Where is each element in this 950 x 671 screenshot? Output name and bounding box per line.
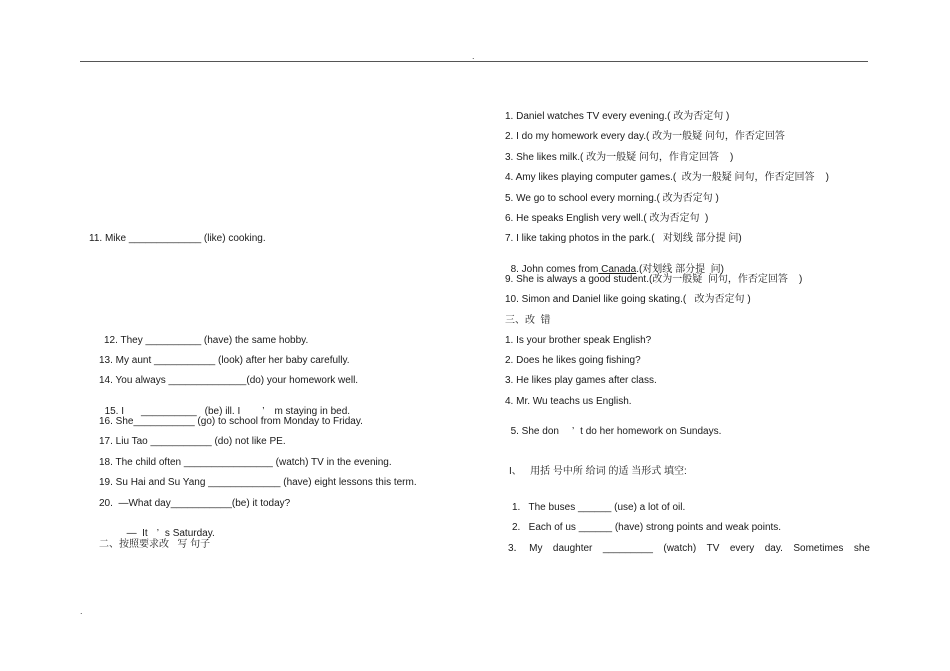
- correction-1: 1. Is your brother speak English?: [505, 335, 652, 346]
- header-rule: [80, 61, 868, 62]
- correction-5-part-a: 5. She don: [510, 426, 559, 437]
- rewrite-10: 10. Simon and Daniel like going skating.( 改为否定句 ): [505, 294, 751, 305]
- rewrite-4: 4. Amy likes playing computer games.( 改为一般疑 问句，作否定回答 ): [505, 172, 829, 183]
- fill-blank-3-word: 3． My: [508, 543, 543, 554]
- exercise-15-part-d: m staying in bed.: [274, 406, 351, 417]
- rewrite-8-suffix: .(对划线 部分提 问): [636, 264, 724, 275]
- exercise-15-apostrophe: ’: [262, 406, 265, 417]
- fill-blank-3-word: she: [853, 543, 870, 554]
- rewrite-3: 3. She likes milk.( 改为一般疑 问句，作肯定回答 ): [505, 152, 734, 163]
- exercise-20-answer-b: s Saturday.: [164, 528, 215, 539]
- correction-2: 2. Does he likes going fishing?: [505, 355, 641, 366]
- rewrite-2: 2. I do my homework every day.( 改为一般疑 问句，作否定回答: [505, 131, 785, 142]
- fill-blank-3-word: Sometimes: [793, 543, 844, 554]
- exercise-20-question: 20. —What day___________(be) it today?: [99, 498, 291, 509]
- footer-mark: .: [80, 606, 83, 616]
- fill-blank-3-word: TV: [706, 543, 720, 554]
- exercise-20-answer: [121, 519, 215, 539]
- header-mark: .: [472, 51, 475, 61]
- fill-blank-3-word: every: [729, 543, 755, 554]
- exercise-13: 13. My aunt ___________ (look) after her baby carefully.: [99, 355, 350, 366]
- exercise-20-answer-a: — It: [126, 528, 148, 539]
- rewrite-5: 5. We go to school every morning.( 改为否定句 ): [505, 193, 719, 204]
- fill-blank-3: [508, 544, 870, 554]
- rewrite-9: 9. She is always a good student.(改为一般疑 问句，作否定回答 ): [505, 274, 803, 285]
- exercise-15-blank: __________: [141, 406, 197, 417]
- exercise-15-part-a: 15. I: [104, 406, 125, 417]
- exercise-17: 17. Liu Tao ___________ (do) not like PE.: [99, 436, 286, 447]
- fill-blank-3-word: _________: [602, 543, 653, 554]
- exercise-15-part-b: (be) ill. I: [204, 406, 241, 417]
- fill-blank-1: 1. The buses ______ (use) a lot of oil.: [512, 502, 686, 513]
- fill-blank-3-word: (watch): [663, 543, 697, 554]
- correction-3: 3. He likes play games after class.: [505, 375, 657, 386]
- rewrite-8: [505, 255, 724, 275]
- fill-blank-3-word: daughter: [552, 543, 593, 554]
- section-2-title: 二、按照要求改 写 句子: [99, 539, 211, 550]
- exercise-16: 16. She___________ (go) to school from Monday to Friday.: [99, 416, 363, 427]
- correction-4: 4. Mr. Wu teachs us English.: [505, 396, 632, 407]
- fill-blank-3-word: day.: [764, 543, 783, 554]
- exercise-18: 18. The child often ________________ (watch) TV in the evening.: [99, 457, 392, 468]
- rewrite-6: 6. He speaks English very well.( 改为否定句 ): [505, 213, 709, 224]
- rewrite-7: 7. I like taking photos in the park.( 对划线 部分提 问): [505, 233, 742, 244]
- rewrite-1: 1. Daniel watches TV every evening.( 改为否定句 ): [505, 111, 730, 122]
- exercise-11: 11. Mike _____________ (like) cooking.: [89, 233, 266, 244]
- rewrite-8-prefix: 8. John comes from: [510, 264, 599, 275]
- correction-5-apostrophe: ’: [571, 426, 575, 437]
- fill-blank-2: 2. Each of us ______ (have) strong points and weak points.: [512, 522, 782, 533]
- rewrite-8-underlined-word: Canada: [598, 264, 637, 275]
- exercise-12: 12. They __________ (have) the same hobby.: [104, 335, 309, 346]
- exercise-14: 14. You always ______________(do) your homework well.: [99, 375, 359, 386]
- correction-5: [505, 417, 721, 437]
- section-3-title: 三、改 错: [505, 315, 551, 326]
- exercise-15: [99, 397, 350, 417]
- section-i-title: I、 用括 号中所 给词 的适 当形式 填空:: [509, 466, 687, 477]
- correction-5-part-b: t do her homework on Sundays.: [580, 426, 722, 437]
- exercise-20-answer-apostrophe: ’: [156, 528, 159, 539]
- exercise-19: 19. Su Hai and Su Yang _____________ (have) eight lessons this term.: [99, 477, 417, 488]
